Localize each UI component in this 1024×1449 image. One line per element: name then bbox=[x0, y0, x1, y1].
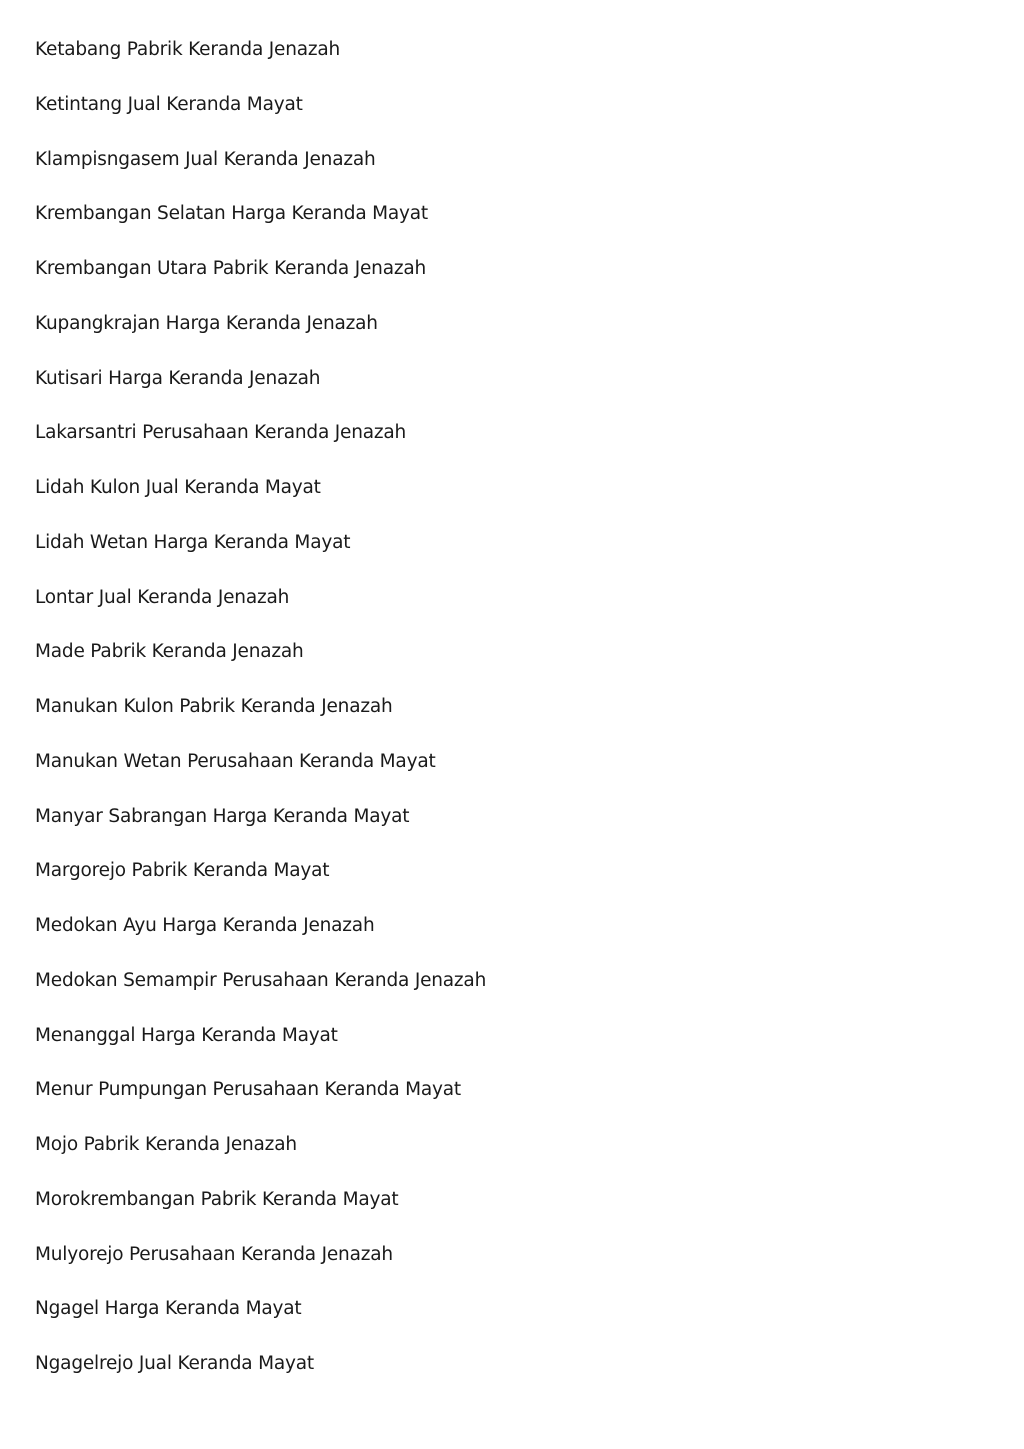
list-item: Mojo Pabrik Keranda Jenazah bbox=[35, 1134, 297, 1155]
list-item: Lidah Kulon Jual Keranda Mayat bbox=[35, 477, 321, 498]
list-item: Mulyorejo Perusahaan Keranda Jenazah bbox=[35, 1243, 393, 1265]
list-item: Manukan Wetan Perusahaan Keranda Mayat bbox=[35, 750, 436, 772]
list-item: Manukan Kulon Pabrik Keranda Jenazah bbox=[35, 696, 393, 717]
list-item: Kupangkrajan Harga Keranda Jenazah bbox=[35, 312, 378, 334]
list-item: Krembangan Utara Pabrik Keranda Jenazah bbox=[35, 258, 427, 279]
list-item: Made Pabrik Keranda Jenazah bbox=[35, 641, 304, 663]
list-item: Manyar Sabrangan Harga Keranda Mayat bbox=[35, 805, 410, 827]
list-item: Menanggal Harga Keranda Mayat bbox=[35, 1024, 338, 1046]
location-list bbox=[35, 37, 486, 1406]
list-item: Ngagelrejo Jual Keranda Mayat bbox=[35, 1353, 314, 1374]
list-item: Margorejo Pabrik Keranda Mayat bbox=[35, 860, 330, 882]
list-item: Ketintang Jual Keranda Mayat bbox=[35, 93, 303, 115]
list-item: Menur Pumpungan Perusahaan Keranda Mayat bbox=[35, 1079, 461, 1101]
list-item: Lidah Wetan Harga Keranda Mayat bbox=[35, 531, 351, 553]
list-item: Lontar Jual Keranda Jenazah bbox=[35, 586, 290, 608]
list-item: Klampisngasem Jual Keranda Jenazah bbox=[35, 148, 376, 170]
list-item: Morokrembangan Pabrik Keranda Mayat bbox=[35, 1188, 399, 1210]
list-item: Krembangan Selatan Harga Keranda Mayat bbox=[35, 203, 428, 225]
list-item: Kutisari Harga Keranda Jenazah bbox=[35, 367, 321, 389]
list-item: Medokan Semampir Perusahaan Keranda Jenazah bbox=[35, 969, 487, 991]
list-item: Ngagel Harga Keranda Mayat bbox=[35, 1298, 302, 1320]
list-item: Medokan Ayu Harga Keranda Jenazah bbox=[35, 915, 375, 936]
list-item: Ketabang Pabrik Keranda Jenazah bbox=[35, 39, 341, 60]
list-item: Lakarsantri Perusahaan Keranda Jenazah bbox=[35, 422, 407, 444]
